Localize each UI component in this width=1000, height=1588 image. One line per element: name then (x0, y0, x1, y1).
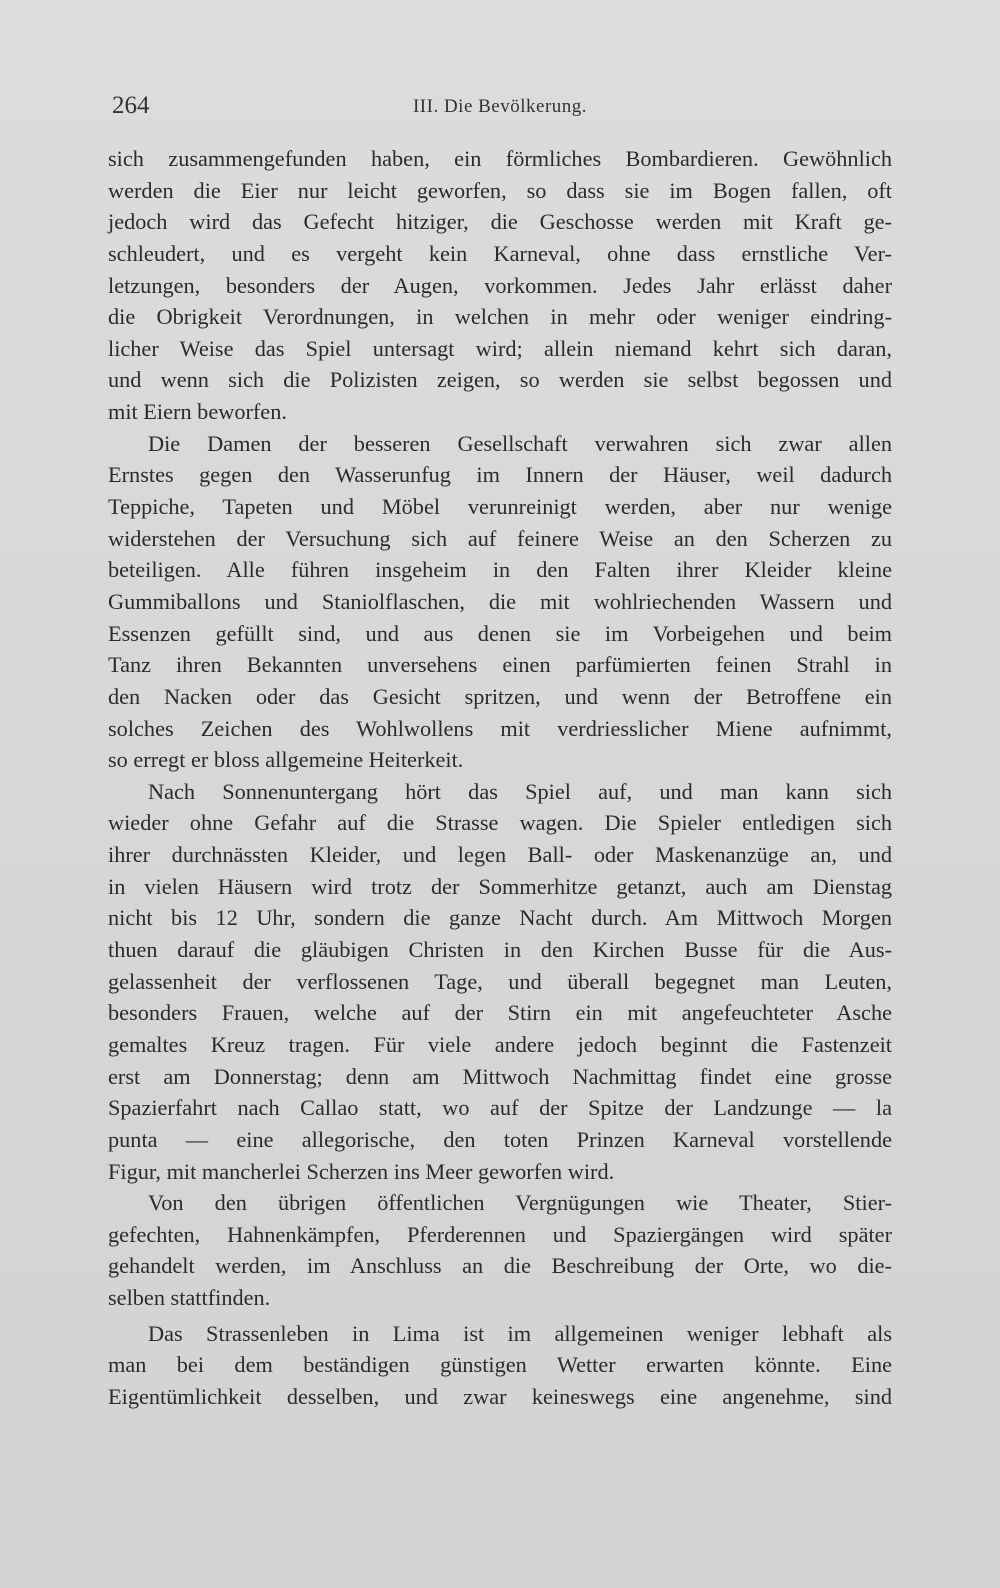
text-line: letzungen, besonders der Augen, vorkommen. Jedes Jahr erlässt daher (108, 272, 892, 298)
text-line: gemaltes Kreuz tragen. Für viele andere jedoch beginnt die Fastenzeit (108, 1031, 892, 1057)
paragraph (108, 1318, 892, 1413)
text-line: Die Damen der besseren Gesellschaft verwahren sich zwar allen (148, 430, 892, 456)
text-line: Figur, mit mancherlei Scherzen ins Meer geworfen wird. (108, 1158, 615, 1184)
chapter-title: III. Die Bevölkerung. (412, 96, 588, 117)
paragraph (108, 143, 892, 428)
text-line: die Obrigkeit Verordnungen, in welchen in mehr oder weniger eindring- (108, 304, 892, 330)
page-number: 264 (112, 92, 150, 119)
paragraph (108, 428, 892, 776)
text-line: solches Zeichen des Wohlwollens mit verdriesslicher Miene aufnimmt, (108, 715, 892, 741)
text-line: nicht bis 12 Uhr, sondern die ganze Nacht durch. Am Mittwoch Morgen (108, 905, 892, 931)
text-line: Eigentümlichkeit desselben, und zwar keineswegs eine angenehme, sind (108, 1383, 892, 1409)
paragraph (108, 776, 892, 1187)
text-line: Tanz ihren Bekannten unversehens einen parfümierten feinen Strahl in (108, 652, 892, 678)
text-line: mit Eiern beworfen. (108, 399, 287, 425)
text-line: schleudert, und es vergeht kein Karneval, ohne dass ernstliche Ver- (108, 240, 892, 266)
text-line: man bei dem beständigen günstigen Wetter erwarten könnte. Eine (108, 1352, 892, 1378)
text-line: gelassenheit der verflossenen Tage, und überall begegnet man Leuten, (108, 968, 892, 994)
text-line: Ernstes gegen den Wasserunfug im Innern der Häuser, weil dadurch (108, 462, 892, 488)
text-line: in vielen Häusern wird trotz der Sommerhitze getanzt, auch am Dienstag (108, 873, 892, 899)
text-line: Essenzen gefüllt sind, und aus denen sie im Vorbeigehen und beim (108, 620, 892, 646)
text-line: ihrer durchnässten Kleider, und legen Ball- oder Maskenanzüge an, und (108, 842, 892, 868)
text-line: Das Strassenleben in Lima ist im allgemeinen weniger lebhaft als (148, 1320, 892, 1346)
text-line: thuen darauf die gläubigen Christen in den Kirchen Busse für die Aus- (108, 937, 892, 963)
text-line: gehandelt werden, im Anschluss an die Beschreibung der Orte, wo die- (108, 1253, 892, 1279)
text-line: gefechten, Hahnenkämpfen, Pferderennen und Spaziergängen wird später (108, 1221, 892, 1247)
text-line: und wenn sich die Polizisten zeigen, so werden sie selbst begossen und (108, 367, 892, 393)
text-line: Teppiche, Tapeten und Möbel verunreinigt werden, aber nur wenige (108, 494, 892, 520)
text-line: erst am Donnerstag; denn am Mittwoch Nachmittag findet eine grosse (108, 1063, 892, 1089)
text-line: widerstehen der Versuchung sich auf feinere Weise an den Scherzen zu (108, 525, 892, 551)
text-line: punta — eine allegorische, den toten Prinzen Karneval vorstellende (108, 1126, 892, 1152)
text-line: Nach Sonnenuntergang hört das Spiel auf, und man kann sich (148, 778, 892, 804)
text-line: Spazierfahrt nach Callao statt, wo auf der Spitze der Landzunge — la (108, 1095, 892, 1121)
text-line: den Nacken oder das Gesicht spritzen, und wenn der Betroffene ein (108, 683, 892, 709)
text-line: Gummiballons und Staniolflaschen, die mit wohlriechenden Wassern und (108, 588, 892, 614)
text-line: besonders Frauen, welche auf der Stirn ein mit angefeuchteter Asche (108, 1000, 892, 1026)
paragraph (108, 1187, 892, 1314)
text-line: beteiligen. Alle führen insgeheim in den Falten ihrer Kleider kleine (108, 557, 892, 583)
text-line: werden die Eier nur leicht geworfen, so dass sie im Bogen fallen, oft (108, 177, 892, 203)
text-line: licher Weise das Spiel untersagt wird; allein niemand kehrt sich daran, (108, 335, 892, 361)
text-line: selben stattfinden. (108, 1285, 271, 1311)
text-line: Von den übrigen öffentlichen Vergnügungen wie Theater, Stier- (148, 1190, 892, 1216)
text-line: so erregt er bloss allgemeine Heiterkeit. (108, 747, 464, 773)
text-line: jedoch wird das Gefecht hitziger, die Geschosse werden mit Kraft ge- (108, 209, 892, 235)
text-line: sich zusammengefunden haben, ein förmliches Bombardieren. Gewöhnlich (108, 146, 892, 171)
body-text (108, 143, 892, 1413)
text-line: wieder ohne Gefahr auf die Strasse wagen. Die Spieler entledigen sich (108, 810, 892, 836)
running-head (110, 92, 890, 122)
